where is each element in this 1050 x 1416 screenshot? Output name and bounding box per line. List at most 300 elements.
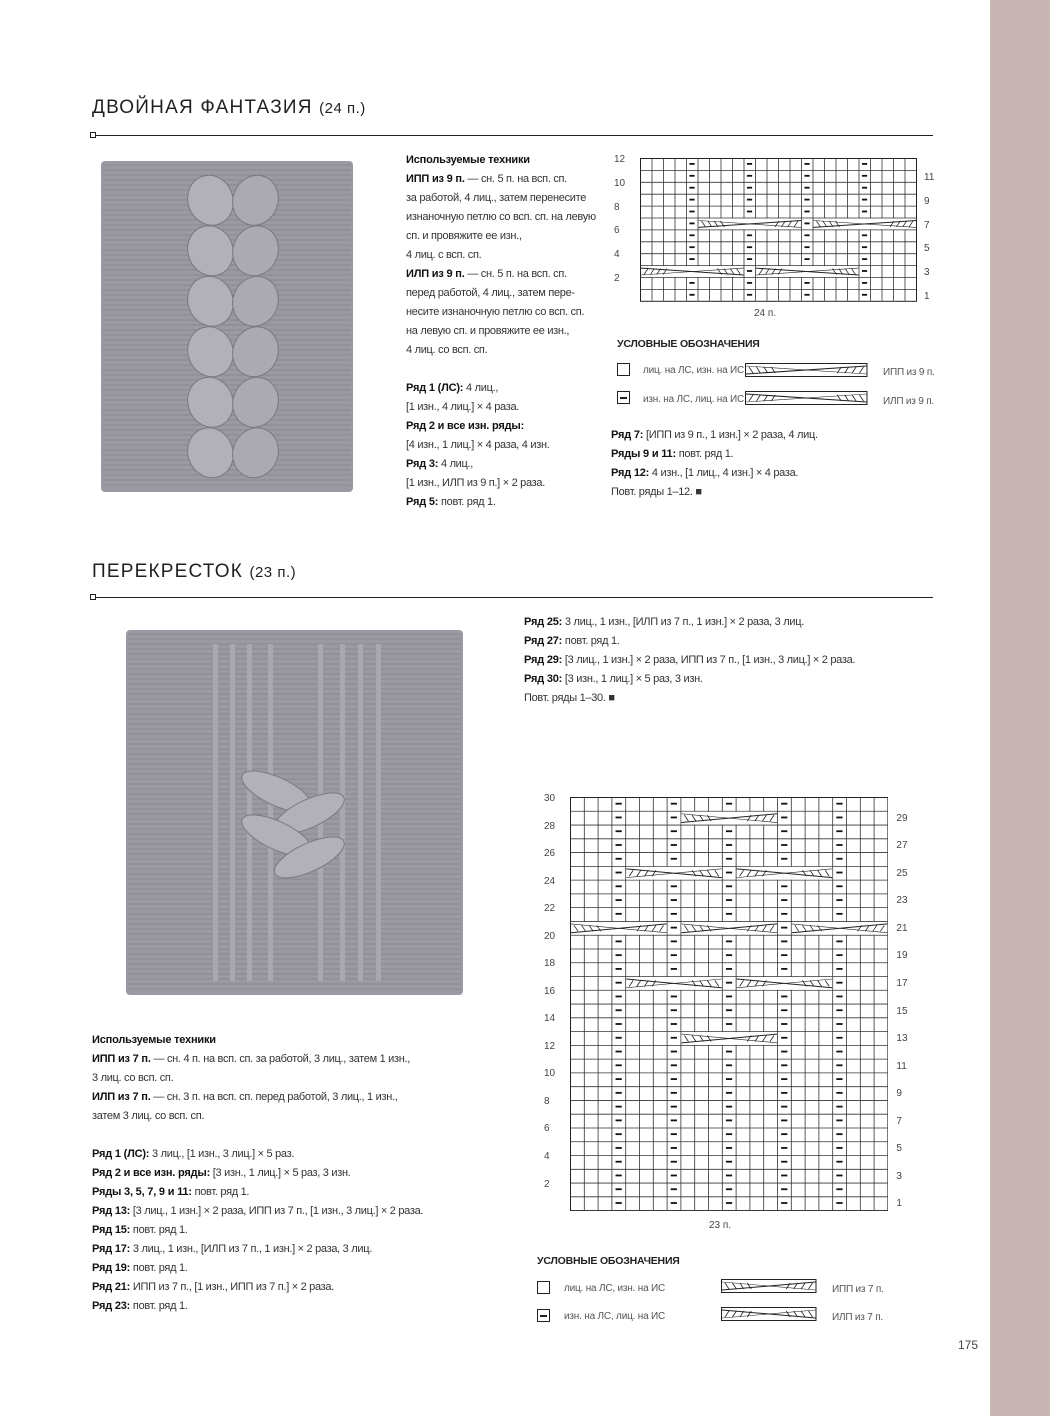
purl-mark: [726, 1051, 732, 1053]
text-line-body: 4 лиц. со всп. сп.: [406, 344, 488, 356]
purl-mark: [862, 294, 867, 296]
text-line-body: [3 лиц., 1 изн.] × 2 раза, ИПП из 7 п., [1 изн., 3 лиц.] × 2 раза.: [130, 1205, 424, 1217]
text-line-bold: ИЛП из 9 п.: [406, 268, 465, 280]
text-line-bold: Используемые техники: [406, 154, 530, 166]
row-label-left: 2: [544, 1178, 550, 1190]
purl-mark: [862, 234, 867, 236]
row-label-right: 7: [896, 1115, 902, 1127]
purl-mark: [616, 1064, 622, 1066]
row-label-right: 7: [924, 219, 930, 231]
purl-mark: [671, 940, 677, 942]
purl-mark: [671, 1051, 677, 1053]
rib: [268, 644, 273, 981]
chart1-stitch-count: 24 п.: [754, 308, 777, 319]
chart-grid: [570, 797, 888, 1211]
purl-mark: [726, 1133, 732, 1135]
row-label-right: 17: [896, 978, 908, 989]
purl-mark: [671, 858, 677, 860]
text-line-body: 3 лиц., [1 изн., 3 лиц.] × 5 раз.: [149, 1148, 295, 1160]
text-line-body: сп. и провяжите ее изн.,: [406, 230, 522, 242]
text-line-body: [4 изн., 1 лиц.] × 4 раза, 4 изн.: [406, 439, 550, 451]
purl-mark: [804, 199, 809, 201]
purl-mark: [616, 872, 622, 874]
purl-mark: [836, 817, 842, 819]
purl-mark: [836, 1023, 842, 1025]
purl-mark: [836, 1175, 842, 1177]
purl-mark: [804, 175, 809, 177]
purl-mark: [671, 1133, 677, 1135]
purl-mark: [862, 246, 867, 248]
row-label-left: 2: [614, 273, 620, 284]
rib: [340, 644, 345, 981]
purl-mark: [862, 282, 867, 284]
purl-mark: [726, 1175, 732, 1177]
section1-title: ДВОЙНАЯ ФАНТАЗИЯ: [92, 97, 313, 118]
purl-mark: [616, 1175, 622, 1177]
purl-mark: [836, 1009, 842, 1011]
purl-mark: [726, 940, 732, 942]
text-line: [92, 1050, 410, 1069]
purl-mark: [781, 858, 787, 860]
purl-mark: [616, 1023, 622, 1025]
purl-mark: [747, 270, 752, 272]
purl-mark: [671, 1202, 677, 1204]
purl-mark: [671, 1161, 677, 1163]
section2-rule: [94, 597, 933, 598]
text-line: [92, 1183, 249, 1202]
text-line-bold: Ряд 21:: [92, 1281, 131, 1293]
purl-mark: [781, 1202, 787, 1204]
purl-mark: [726, 1119, 732, 1121]
purl-mark: [689, 187, 694, 189]
purl-mark: [862, 211, 867, 213]
row-label-right: 27: [896, 840, 908, 852]
purl-mark: [726, 982, 732, 984]
purl-mark: [726, 830, 732, 832]
text-line-bold: Ряд 13:: [92, 1205, 131, 1217]
purl-mark: [836, 858, 842, 860]
text-line: [92, 1107, 204, 1126]
purl-mark: [836, 1106, 842, 1108]
purl-mark: [671, 1106, 677, 1108]
purl-mark: [726, 1106, 732, 1108]
purl-mark: [747, 282, 752, 284]
purl-mark: [671, 803, 677, 805]
legend2-knit: лиц. на ЛС, изн. на ИС: [564, 1283, 666, 1294]
text-line-body: повт. ряд 1.: [130, 1300, 188, 1312]
text-line: [92, 1164, 350, 1183]
row-label-left: 30: [544, 793, 556, 804]
row-label-left: 14: [544, 1013, 556, 1025]
text-line: [406, 322, 569, 341]
text-line-body: [1 изн., ИЛП из 9 п.] × 2 раза.: [406, 477, 545, 489]
purl-mark: [616, 913, 622, 915]
legend2-ipp: ИПП из 7 п.: [832, 1284, 884, 1295]
purl-mark: [781, 1133, 787, 1135]
purl-mark: [616, 1119, 622, 1121]
text-line-bold: ИПП из 7 п.: [92, 1053, 151, 1065]
purl-mark: [804, 163, 809, 165]
purl-mark: [862, 187, 867, 189]
row-label-right: 15: [896, 1005, 908, 1017]
legend2-ilp: ИЛП из 7 п.: [832, 1312, 883, 1323]
purl-mark: [726, 872, 732, 874]
legend1-ilp: ИЛП из 9 п.: [883, 396, 934, 407]
purl-mark: [671, 1092, 677, 1094]
text-line-body: 4 лиц. с всп. сп.: [406, 249, 482, 261]
text-line-bold: Ряд 1 (ЛС):: [92, 1148, 150, 1160]
purl-mark: [781, 1092, 787, 1094]
purl-mark: [671, 817, 677, 819]
purl-mark: [862, 258, 867, 260]
legend1-purl: изн. на ЛС, лиц. на ИС: [643, 394, 745, 405]
row-label-right: 13: [896, 1033, 908, 1045]
purl-mark: [862, 163, 867, 165]
purl-mark: [616, 1133, 622, 1135]
text-line-body: [ИПП из 9 п., 1 изн.] × 2 раза, 4 лиц.: [643, 429, 818, 441]
legend1-knit: лиц. на ЛС, изн. на ИС: [643, 365, 745, 376]
legend1-title: УСЛОВНЫЕ ОБОЗНАЧЕНИЯ: [617, 338, 760, 350]
purl-mark: [726, 1064, 732, 1066]
text-line: [92, 1145, 294, 1164]
purl-mark: [836, 996, 842, 998]
purl-mark: [726, 858, 732, 860]
purl-mark: [616, 1161, 622, 1163]
rib: [376, 644, 381, 981]
text-line: [524, 632, 620, 651]
purl-mark: [671, 1188, 677, 1190]
purl-mark: [616, 1037, 622, 1039]
purl-mark: [689, 294, 694, 296]
purl-mark: [671, 1175, 677, 1177]
purl-mark: [836, 1119, 842, 1121]
purl-mark: [726, 1188, 732, 1190]
purl-mark: [781, 899, 787, 901]
text-line-bold: Ряд 5:: [406, 496, 439, 508]
purl-mark: [836, 1092, 842, 1094]
purl-mark: [671, 996, 677, 998]
text-line-bold: Ряд 27:: [524, 635, 563, 647]
purl-mark: [726, 913, 732, 915]
purl-mark: [781, 1161, 787, 1163]
purl-mark: [726, 996, 732, 998]
text-line: [92, 1297, 188, 1316]
text-line: [406, 151, 530, 170]
row-label-right: 5: [896, 1143, 902, 1155]
chart-grid: [640, 158, 917, 302]
text-line: [406, 379, 498, 398]
purl-mark: [689, 258, 694, 260]
text-line: [611, 426, 818, 445]
text-line-bold: Используемые техники: [92, 1034, 216, 1046]
purl-mark: [671, 927, 677, 929]
text-line-body: повт. ряд 1.: [191, 1186, 250, 1198]
text-line: [406, 303, 584, 322]
row-label-left: 18: [544, 958, 556, 970]
knit-symbol-icon: [537, 1281, 550, 1294]
purl-mark: [781, 1078, 787, 1080]
purl-mark: [747, 163, 752, 165]
purl-mark: [689, 211, 694, 213]
purl-mark: [726, 1023, 732, 1025]
text-line: [406, 189, 586, 208]
row-label-right: 5: [924, 243, 930, 255]
text-line-body: 4 лиц.,: [463, 382, 499, 394]
purl-mark: [804, 294, 809, 296]
text-line-body: за работой, 4 лиц., затем перенесите: [406, 192, 587, 204]
purl-mark: [726, 885, 732, 887]
text-line-bold: Ряд 23:: [92, 1300, 131, 1312]
text-line-body: повт. ряд 1.: [130, 1262, 188, 1274]
purl-mark: [671, 954, 677, 956]
purl-mark: [862, 270, 867, 272]
purl-mark: [689, 282, 694, 284]
text-line: [92, 1259, 188, 1278]
purl-mark: [781, 830, 787, 832]
purl-mark: [781, 1037, 787, 1039]
purl-mark: [726, 954, 732, 956]
purl-mark: [804, 211, 809, 213]
purl-mark: [671, 899, 677, 901]
purl-mark: [836, 1161, 842, 1163]
purl-mark: [671, 1078, 677, 1080]
text-line-body: — сн. 3 п. на всп. сп. перед работой, 3 лиц., 1 изн.,: [150, 1091, 398, 1103]
purl-mark: [726, 803, 732, 805]
text-line: [406, 341, 487, 360]
text-line-body: 3 лиц., 1 изн., [ИЛП из 7 п., 1 изн.] × 2 раза, 3 лиц.: [562, 616, 804, 628]
rib: [230, 644, 235, 981]
purl-mark: [616, 803, 622, 805]
text-line-body: [3 лиц., 1 изн.] × 2 раза, ИПП из 7 п., [1 изн., 3 лиц.] × 2 раза.: [562, 654, 856, 666]
purl-mark: [671, 885, 677, 887]
text-line: [406, 398, 519, 417]
rib: [213, 644, 218, 981]
row-label-right: 9: [896, 1088, 902, 1100]
purl-mark: [836, 844, 842, 846]
text-line-body: [3 изн., 1 лиц.] × 5 раз, 3 изн.: [562, 673, 703, 685]
row-label-left: 16: [544, 985, 556, 997]
purl-mark: [671, 830, 677, 832]
text-line: [92, 1221, 188, 1240]
purl-mark: [781, 1051, 787, 1053]
ilp-cable-symbol-icon: [721, 1307, 817, 1321]
purl-mark: [747, 175, 752, 177]
purl-mark: [781, 1023, 787, 1025]
text-line-body: изнаночную петлю со всп. сп. на левую: [406, 211, 596, 223]
purl-mark: [836, 913, 842, 915]
text-line: [406, 436, 550, 455]
text-line-bold: Ряд 29:: [524, 654, 563, 666]
purl-mark: [726, 899, 732, 901]
row-label-left: 22: [544, 903, 556, 915]
purl-mark: [726, 1009, 732, 1011]
purl-mark: [836, 982, 842, 984]
text-line-body: — сн. 4 п. на всп. сп. за работой, 3 лиц., затем 1 изн.,: [150, 1053, 411, 1065]
purl-mark: [616, 1106, 622, 1108]
text-line-bold: Ряды 3, 5, 7, 9 и 11:: [92, 1186, 192, 1198]
purl-mark: [671, 1009, 677, 1011]
purl-mark: [616, 1147, 622, 1149]
row-label-left: 26: [544, 848, 556, 860]
rule-marker: [90, 594, 96, 600]
purl-mark: [781, 1188, 787, 1190]
purl-mark: [689, 163, 694, 165]
purl-mark: [836, 1188, 842, 1190]
row-label-left: 6: [614, 225, 620, 237]
purl-mark: [781, 1147, 787, 1149]
purl-mark: [836, 1051, 842, 1053]
row-label-right: 3: [924, 267, 930, 279]
legend2-title: УСЛОВНЫЕ ОБОЗНАЧЕНИЯ: [537, 1255, 680, 1267]
purl-mark: [747, 294, 752, 296]
row-label-right: 21: [896, 922, 908, 934]
section2-title: ПЕРЕКРЕСТОК: [92, 561, 243, 582]
text-line-bold: Ряд 2 и все изн. ряды:: [406, 420, 525, 432]
purl-mark: [671, 913, 677, 915]
row-label-left: 8: [614, 201, 620, 213]
purl-mark: [781, 913, 787, 915]
swatch-photo-double-fantasy: [93, 155, 361, 498]
text-line-body: на левую сп. и провяжите ее изн.,: [406, 325, 570, 337]
purl-symbol-icon: [537, 1309, 550, 1322]
purl-mark: [616, 968, 622, 970]
text-line: [92, 1088, 398, 1107]
purl-mark: [781, 1064, 787, 1066]
purl-mark: [616, 858, 622, 860]
purl-mark: [616, 899, 622, 901]
text-line-body: 4 лиц.,: [438, 458, 474, 470]
chart2-stitch-count: 23 п.: [709, 1220, 732, 1231]
text-line-body: повт. ряд 1.: [562, 635, 620, 647]
purl-mark: [781, 1106, 787, 1108]
text-line: [406, 170, 567, 189]
purl-mark: [616, 1051, 622, 1053]
purl-mark: [616, 954, 622, 956]
text-line-body: затем 3 лиц. со всп. сп.: [92, 1110, 205, 1122]
text-line: [524, 651, 855, 670]
purl-mark: [616, 885, 622, 887]
row-label-right: 1: [924, 290, 930, 302]
purl-mark: [747, 199, 752, 201]
purl-mark: [781, 885, 787, 887]
text-line-bold: Ряд 17:: [92, 1243, 131, 1255]
purl-mark: [616, 844, 622, 846]
purl-mark: [781, 940, 787, 942]
purl-mark: [689, 199, 694, 201]
row-label-right: 3: [896, 1170, 902, 1182]
text-line: [92, 1202, 423, 1221]
purl-mark: [671, 844, 677, 846]
purl-mark: [726, 1147, 732, 1149]
purl-mark: [747, 211, 752, 213]
row-label-left: 4: [544, 1151, 550, 1163]
purl-mark: [726, 844, 732, 846]
purl-mark: [726, 968, 732, 970]
text-line-body: перед работой, 4 лиц., затем пере-: [406, 287, 575, 299]
purl-mark: [781, 817, 787, 819]
text-line: [406, 284, 575, 303]
purl-mark: [671, 1147, 677, 1149]
text-line-body: — сн. 5 п. на всп. сп.: [464, 173, 567, 185]
purl-mark: [836, 940, 842, 942]
knit-symbol-icon: [617, 363, 630, 376]
text-line-bold: Ряд 19:: [92, 1262, 131, 1274]
purl-symbol-icon: [617, 391, 630, 404]
purl-mark: [781, 954, 787, 956]
purl-mark: [781, 968, 787, 970]
purl-mark: [616, 1202, 622, 1204]
rule-marker: [90, 132, 96, 138]
text-line-body: [3 изн., 1 лиц.] × 5 раз, 3 изн.: [210, 1167, 351, 1179]
purl-mark: [862, 175, 867, 177]
purl-mark: [616, 1009, 622, 1011]
text-line-body: Повт. ряды 1–12. ■: [611, 486, 702, 498]
text-line-bold: Ряд 2 и все изн. ряды:: [92, 1167, 211, 1179]
purl-mark: [616, 940, 622, 942]
purl-mark: [804, 187, 809, 189]
text-line: [406, 227, 522, 246]
purl-mark: [836, 872, 842, 874]
purl-mark: [616, 996, 622, 998]
purl-mark: [781, 844, 787, 846]
purl-mark: [781, 996, 787, 998]
purl-mark: [689, 175, 694, 177]
text-line-body: [1 изн., 4 лиц.] × 4 раза.: [406, 401, 520, 413]
purl-mark: [616, 982, 622, 984]
purl-mark: [781, 1175, 787, 1177]
purl-mark: [689, 246, 694, 248]
page-edge-tab: [990, 0, 1050, 1416]
text-line: [406, 417, 524, 436]
purl-mark: [726, 1078, 732, 1080]
purl-mark: [726, 1092, 732, 1094]
legend2-purl: изн. на ЛС, лиц. на ИС: [564, 1311, 666, 1322]
row-label-left: 6: [544, 1123, 550, 1135]
purl-mark: [616, 1092, 622, 1094]
purl-mark: [689, 222, 694, 224]
purl-mark: [671, 1119, 677, 1121]
row-label-left: 10: [614, 177, 626, 189]
text-line: [406, 208, 596, 227]
purl-mark: [616, 830, 622, 832]
purl-mark: [836, 1147, 842, 1149]
row-label-left: 12: [544, 1040, 556, 1052]
row-label-left: 4: [614, 249, 620, 261]
row-label-right: 23: [896, 895, 908, 907]
row-label-right: 1: [896, 1198, 902, 1210]
row-label-right: 11: [896, 1060, 907, 1072]
purl-mark: [836, 1064, 842, 1066]
text-line-body: Повт. ряды 1–30. ■: [524, 692, 615, 704]
section2-heading: [92, 561, 296, 583]
text-line: [611, 483, 702, 502]
text-line-bold: Ряд 15:: [92, 1224, 131, 1236]
text-line: [611, 464, 798, 483]
ipp-cable-symbol-icon: [745, 363, 869, 377]
purl-mark: [747, 246, 752, 248]
text-line: [524, 689, 615, 708]
ilp-cable-symbol-icon: [745, 391, 869, 405]
row-label-left: 24: [544, 875, 556, 887]
text-line-bold: Ряд 7:: [611, 429, 644, 441]
purl-mark: [747, 187, 752, 189]
section1-count: (24 п.): [319, 100, 366, 117]
text-line-body: повт. ряд 1.: [675, 448, 734, 460]
purl-mark: [689, 234, 694, 236]
row-label-left: 10: [544, 1068, 556, 1080]
rib: [247, 644, 252, 981]
purl-mark: [836, 1202, 842, 1204]
